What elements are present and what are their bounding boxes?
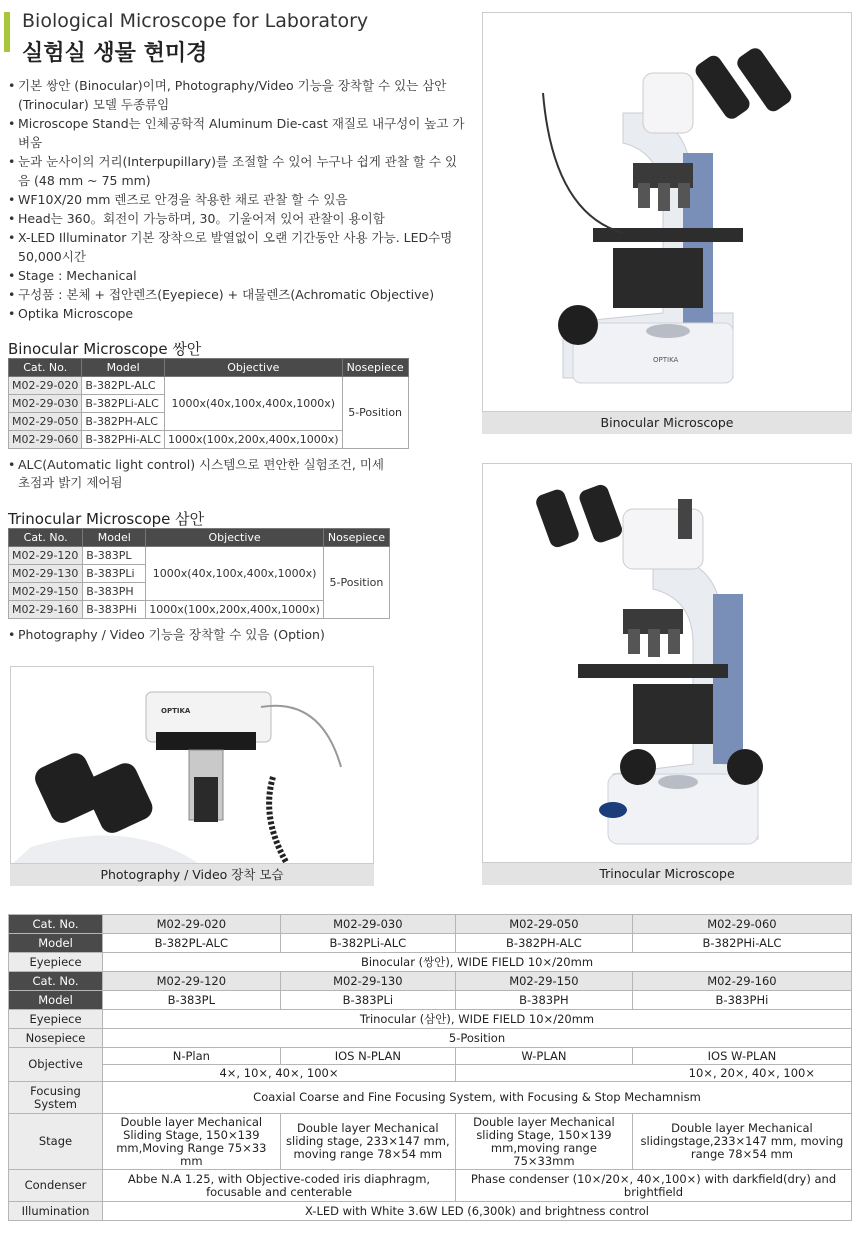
row-label-focusing: Focusing System xyxy=(9,1082,103,1114)
cat-no-cell: M02-29-050 xyxy=(9,413,82,431)
objective-mag-cell: 4×, 10×, 40×, 100× xyxy=(103,1065,456,1082)
row-label-condenser: Condenser xyxy=(9,1170,103,1202)
brand-label: OPTIKA xyxy=(653,356,679,364)
col-header: Model xyxy=(83,529,146,547)
spec-table xyxy=(8,914,852,1221)
cat-no-cell: M02-29-160 xyxy=(632,972,851,991)
row-label-eyepiece: Eyepiece xyxy=(9,953,103,972)
model-cell: B-383PL xyxy=(83,547,146,565)
feature-item: • 기본 쌍안 (Binocular)이며, Photography/Video 기능을 장착할 수 있는 삼안(Trinocular) 모델 두종류임 xyxy=(8,76,468,114)
row-label-eyepiece: Eyepiece xyxy=(9,1010,103,1029)
objective-mag-cell: 10×, 20×, 40×, 100× xyxy=(456,1065,852,1082)
feature-item: • 눈과 눈사이의 거리(Interpupillary)를 조절할 수 있어 누구나 쉽게 관찰 할 수 있음 (48 mm ~ 75 mm) xyxy=(8,152,468,190)
feature-item: • Stage : Mechanical xyxy=(8,266,468,285)
binocular-section-title: Binocular Microscope 쌍안 xyxy=(8,340,202,358)
feature-item: • X-LED Illuminator 기본 장착으로 발열없이 오랜 기간동안 사용 가능. LED수명 50,000시간 xyxy=(8,228,468,266)
cat-no-cell: M02-29-160 xyxy=(9,601,83,619)
binocular-caption: Binocular Microscope xyxy=(482,412,852,434)
feature-item: • WF10X/20 mm 렌즈로 안경을 착용한 채로 관찰 할 수 있음 xyxy=(8,190,468,209)
model-cell: B-382PL-ALC xyxy=(103,934,281,953)
col-header: Cat. No. xyxy=(9,359,82,377)
col-header: Objective xyxy=(146,529,324,547)
row-label-objective: Objective xyxy=(9,1048,103,1082)
condenser-cell: Phase condenser (10×/20×, 40×,100×) with darkfield(dry) and brightfield xyxy=(456,1170,852,1202)
model-cell: B-382PLi-ALC xyxy=(280,934,455,953)
cat-no-cell: M02-29-060 xyxy=(9,431,82,449)
objective-type-cell: N-Plan xyxy=(103,1048,281,1065)
row-label-cat: Cat. No. xyxy=(9,915,103,934)
model-cell: B-382PHi-ALC xyxy=(632,934,851,953)
model-cell: B-383PL xyxy=(103,991,281,1010)
model-cell: B-383PLi xyxy=(280,991,455,1010)
trinocular-microscope-image xyxy=(482,463,852,863)
cat-no-cell: M02-29-020 xyxy=(9,377,82,395)
row-label-stage: Stage xyxy=(9,1114,103,1170)
brand-label: OPTIKA xyxy=(161,707,191,715)
focusing-cell: Coaxial Coarse and Fine Focusing System, with Focusing & Stop Mechamnism xyxy=(103,1082,852,1114)
trinocular-section-title: Trinocular Microscope 삼안 xyxy=(8,510,205,528)
nosepiece-cell: 5-Position xyxy=(323,547,389,619)
objective-type-cell: IOS N-PLAN xyxy=(280,1048,455,1065)
camera-caption: Photography / Video 장착 모습 xyxy=(10,864,374,886)
col-header: Nosepiece xyxy=(323,529,389,547)
objective-cell: 1000x(100x,200x,400x,1000x) xyxy=(146,601,324,619)
binocular-microscope-image xyxy=(482,12,852,412)
binocular-note: • ALC(Automatic light control) 시스템으로 편안한 실험조건, 미세 초점과 밝기 제어됨 xyxy=(8,457,384,490)
cat-no-cell: M02-29-120 xyxy=(9,547,83,565)
accent-bar xyxy=(4,12,10,52)
model-cell: B-383PH xyxy=(83,583,146,601)
model-cell: B-382PL-ALC xyxy=(82,377,165,395)
eyepiece-cell: Trinocular (삼안), WIDE FIELD 10×/20mm xyxy=(103,1010,852,1029)
col-header: Nosepiece xyxy=(342,359,408,377)
cat-no-cell: M02-29-150 xyxy=(456,972,633,991)
row-label-model: Model xyxy=(9,991,103,1010)
trinocular-table xyxy=(8,528,390,619)
binocular-table xyxy=(8,358,409,449)
cat-no-cell: M02-29-060 xyxy=(632,915,851,934)
model-cell: B-382PH-ALC xyxy=(456,934,633,953)
row-label-illumination: Illumination xyxy=(9,1202,103,1221)
objective-cell: 1000x(40x,100x,400x,1000x) xyxy=(164,377,342,431)
col-header: Cat. No. xyxy=(9,529,83,547)
binocular-note-text: ALC(Automatic light control) 시스템으로 편안한 실험조건, 미세 초점과 밝기 제어됨 xyxy=(18,457,384,490)
model-cell: B-383PLi xyxy=(83,565,146,583)
eyepiece-cell: Binocular (쌍안), WIDE FIELD 10×/20mm xyxy=(103,953,852,972)
model-cell: B-382PH-ALC xyxy=(82,413,165,431)
stage-cell: Double layer Mechanical Sliding Stage, 150×139 mm,Moving Range 75×33 mm xyxy=(103,1114,281,1170)
nosepiece-cell: 5-Position xyxy=(342,377,408,449)
feature-item: • Microscope Stand는 인체공학적 Aluminum Die-cast 재질로 내구성이 높고 가벼움 xyxy=(8,114,468,152)
condenser-cell: Abbe N.A 1.25, with Objective-coded iris diaphragm, focusable and centerable xyxy=(103,1170,456,1202)
objective-type-cell: W-PLAN xyxy=(456,1048,633,1065)
row-label-model: Model xyxy=(9,934,103,953)
objective-type-cell: IOS W-PLAN xyxy=(632,1048,851,1065)
cat-no-cell: M02-29-130 xyxy=(9,565,83,583)
cat-no-cell: M02-29-030 xyxy=(280,915,455,934)
cat-no-cell: M02-29-120 xyxy=(103,972,281,991)
cat-no-cell: M02-29-130 xyxy=(280,972,455,991)
illumination-cell: X-LED with White 3.6W LED (6,300k) and brightness control xyxy=(103,1202,852,1221)
feature-item: • Head는 360。회전이 가능하며, 30。기울어져 있어 관찰이 용이함 xyxy=(8,209,468,228)
model-cell: B-382PHi-ALC xyxy=(82,431,165,449)
page-title-ko: 실험실 생물 현미경 xyxy=(22,41,208,66)
col-header: Objective xyxy=(164,359,342,377)
objective-cell: 1000x(40x,100x,400x,1000x) xyxy=(146,547,324,601)
stage-cell: Double layer Mechanical sliding stage, 233×147 mm, moving range 78×54 mm xyxy=(280,1114,455,1170)
row-label-nosepiece: Nosepiece xyxy=(9,1029,103,1048)
cat-no-cell: M02-29-150 xyxy=(9,583,83,601)
feature-item: • 구성품 : 본체 + 접안렌즈(Eyepiece) + 대물렌즈(Achromatic Objective) xyxy=(8,285,468,304)
cat-no-cell: M02-29-030 xyxy=(9,395,82,413)
trinocular-note-text: Photography / Video 기능을 장착할 수 있음 (Option) xyxy=(18,627,325,642)
cat-no-cell: M02-29-020 xyxy=(103,915,281,934)
stage-cell: Double layer Mechanical sliding Stage, 150×139 mm,moving range 75×33mm xyxy=(456,1114,633,1170)
trinocular-note: • Photography / Video 기능을 장착할 수 있음 (Option) xyxy=(8,627,325,642)
model-cell: B-383PH xyxy=(456,991,633,1010)
col-header: Model xyxy=(82,359,165,377)
nosepiece-cell: 5-Position xyxy=(103,1029,852,1048)
stage-cell: Double layer Mechanical slidingstage,233×147 mm, moving range 78×54 mm xyxy=(632,1114,851,1170)
feature-item: • Optika Microscope xyxy=(8,304,468,323)
camera-attachment-image xyxy=(10,666,374,864)
model-cell: B-383PHi xyxy=(83,601,146,619)
row-label-cat: Cat. No. xyxy=(9,972,103,991)
feature-list xyxy=(8,76,468,323)
cat-no-cell: M02-29-050 xyxy=(456,915,633,934)
objective-cell: 1000x(100x,200x,400x,1000x) xyxy=(164,431,342,449)
page-title-en: Biological Microscope for Laboratory xyxy=(22,10,369,32)
model-cell: B-382PLi-ALC xyxy=(82,395,165,413)
trinocular-caption: Trinocular Microscope xyxy=(482,863,852,885)
model-cell: B-383PHi xyxy=(632,991,851,1010)
